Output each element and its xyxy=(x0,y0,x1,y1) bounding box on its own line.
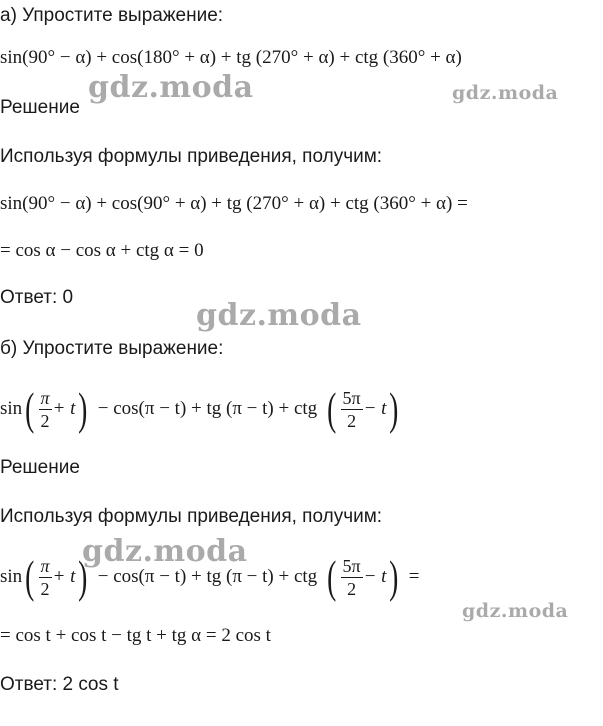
watermark: gdz.moda xyxy=(88,70,254,105)
part-a-expression: sin(90° − α) + cos(180° + α) + tg (270° + α) + ctg (360° + α) xyxy=(0,47,462,68)
watermark: gdz.moda xyxy=(196,298,362,333)
part-a-intro: Используя формулы приведения, получим: xyxy=(0,146,383,167)
part-a-answer: Ответ: 0 xyxy=(0,287,74,308)
fraction-denominator: 2 xyxy=(40,410,50,431)
watermark: gdz.moda xyxy=(462,600,569,622)
part-a-step1: sin(90° − α) + cos(90° + α) + tg (270° + α) + ctg (360° + α) = xyxy=(0,193,468,214)
fraction-denominator: 2 xyxy=(347,410,357,431)
five-pi-over-2-fraction xyxy=(341,387,363,432)
watermark: gdz.moda xyxy=(452,82,559,104)
part-b-intro: Используя формулы приведения, получим: xyxy=(0,506,383,527)
five-pi-over-2-fraction xyxy=(341,555,363,600)
middle-terms: − cos(π − t) + tg (π − t) + ctg xyxy=(97,566,318,587)
middle-terms: − cos(π − t) + tg (π − t) + ctg xyxy=(97,398,318,419)
fraction-numerator: π xyxy=(40,555,50,576)
part-a-solution-label: Решение xyxy=(0,97,80,118)
pi-over-2-fraction xyxy=(39,555,52,600)
part-b-answer: Ответ: 2 cos t xyxy=(0,674,119,695)
sin-label: sin xyxy=(0,566,23,587)
sin-label: sin xyxy=(0,398,23,419)
equals-sign: = xyxy=(408,566,420,587)
part-b-step1: sin ( $\frac{\pi}{2}$ + t ) − cos(π − t) + tg (π − t) + ctg ( $\frac{5\pi}{2}$ − t ) = xyxy=(0,551,420,602)
pi-over-2-fraction xyxy=(39,387,52,432)
fraction-denominator: 2 xyxy=(40,578,50,599)
watermark: gdz.moda xyxy=(82,534,248,569)
fraction-numerator: π xyxy=(40,387,50,408)
minus-t: − t xyxy=(363,566,387,587)
part-b-step2: = cos t + cos t − tg t + tg α = 2 cos t xyxy=(0,625,271,646)
plus-t: + t xyxy=(52,398,76,419)
part-b-solution-label: Решение xyxy=(0,457,80,478)
fraction-denominator: 2 xyxy=(347,578,357,599)
part-b-expression: sin ( $\frac{\pi}{2}$ + t ) − cos(π − t) + tg (π − t) + ctg ( $\frac{5\pi}{2}$ − t ) xyxy=(0,383,399,434)
part-a-step2: = cos α − cos α + ctg α = 0 xyxy=(0,240,204,261)
fraction-numerator: 5π xyxy=(342,387,361,408)
part-b-heading: б) Упростите выражение: xyxy=(0,338,224,359)
minus-t: − t xyxy=(363,398,387,419)
plus-t: + t xyxy=(52,566,76,587)
fraction-numerator: 5π xyxy=(342,555,361,576)
part-a-heading: а) Упростите выражение: xyxy=(0,5,224,26)
